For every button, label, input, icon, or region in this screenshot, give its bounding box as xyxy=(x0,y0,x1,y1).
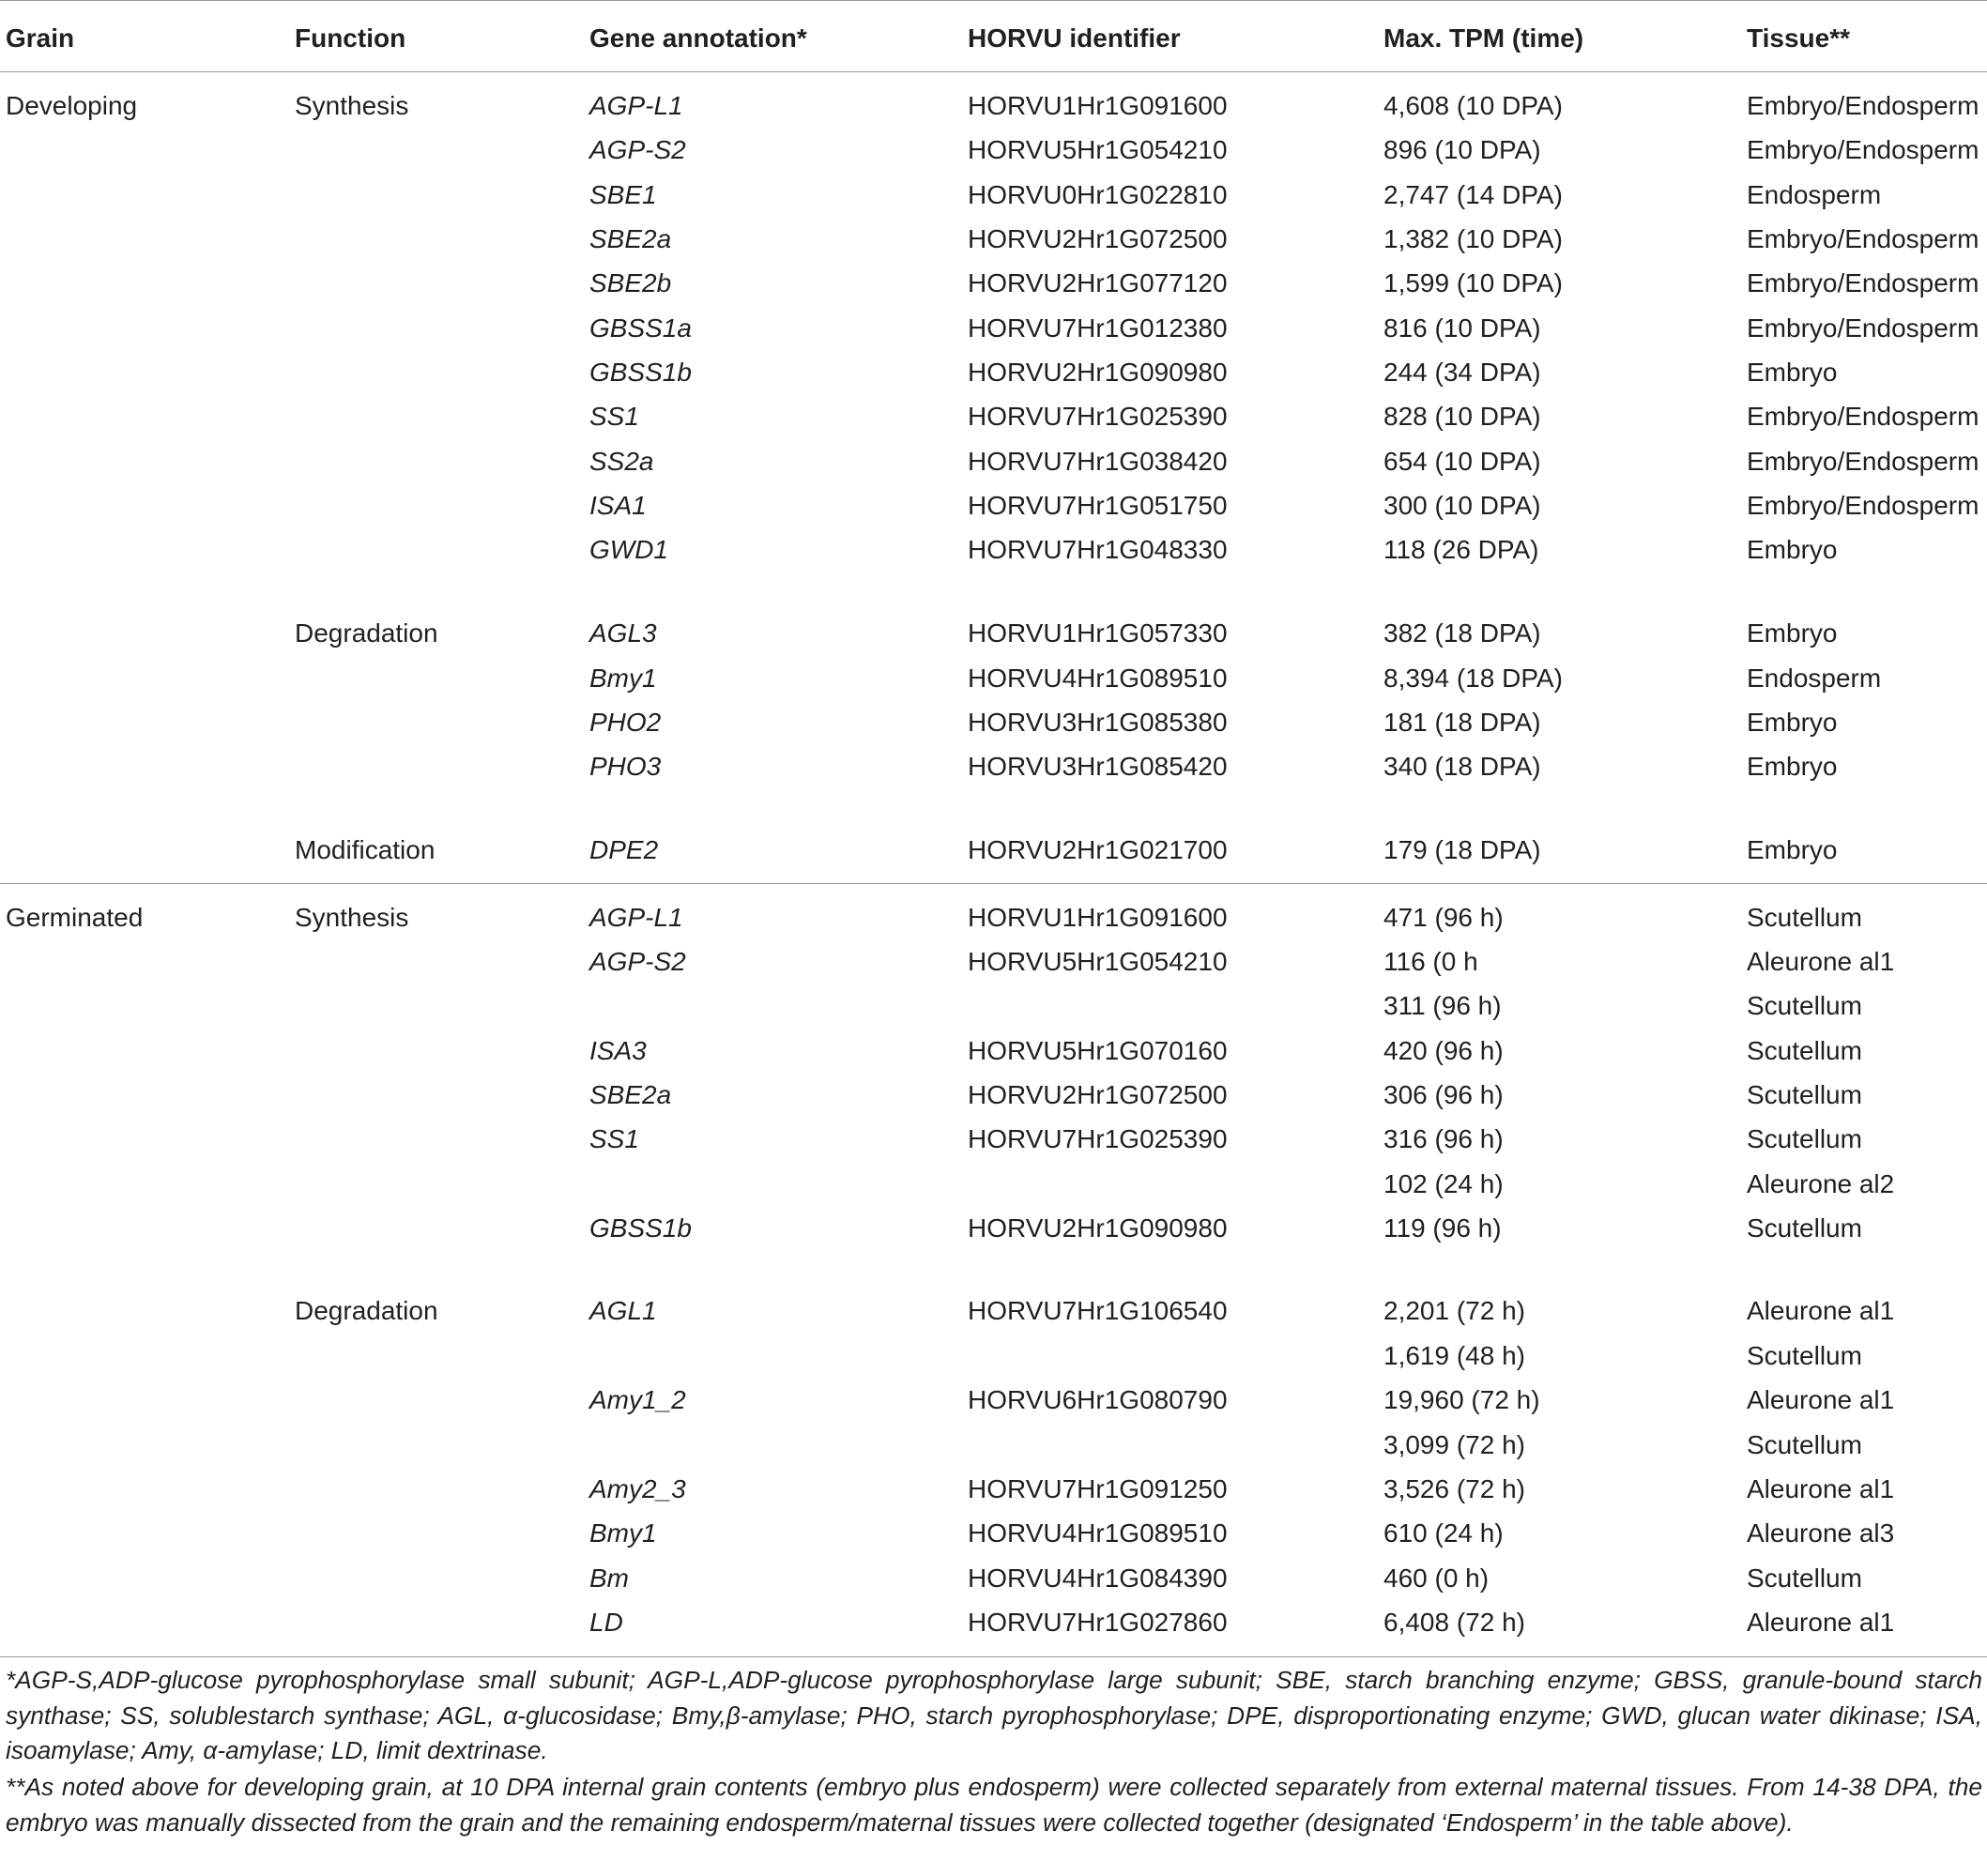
horvu-identifier-cell: HORVU4Hr1G089510 xyxy=(968,663,1228,693)
gene-annotation-cell: GBSS1a xyxy=(589,313,692,343)
table-row xyxy=(0,84,1987,128)
max-tpm-cell: 420 (96 h) xyxy=(1383,1036,1504,1065)
table-row xyxy=(0,1334,1987,1378)
max-tpm-cell: 316 (96 h) xyxy=(1383,1124,1504,1153)
header-max-tpm: Max. TPM (time) xyxy=(1383,23,1584,53)
horvu-identifier-cell: HORVU7Hr1G048330 xyxy=(968,535,1228,564)
tissue-cell: Embryo/Endosperm xyxy=(1747,224,1979,253)
tissue-cell: Aleurone al3 xyxy=(1747,1518,1895,1548)
tissue-cell: Scutellum xyxy=(1747,991,1862,1020)
max-tpm-cell: 179 (18 DPA) xyxy=(1383,835,1541,864)
gene-annotation-cell: GWD1 xyxy=(589,535,668,564)
horvu-identifier-cell: HORVU5Hr1G070160 xyxy=(968,1036,1228,1065)
max-tpm-cell: 4,608 (10 DPA) xyxy=(1383,91,1563,120)
function-cell: Synthesis xyxy=(295,91,409,120)
horvu-identifier-cell: HORVU4Hr1G089510 xyxy=(968,1518,1228,1548)
tissue-cell: Embryo xyxy=(1747,618,1838,648)
max-tpm-cell: 340 (18 DPA) xyxy=(1383,752,1541,781)
gene-annotation-cell: SBE1 xyxy=(589,180,657,209)
tissue-cell: Embryo xyxy=(1747,752,1838,781)
table-row xyxy=(0,1289,1987,1333)
max-tpm-cell: 2,201 (72 h) xyxy=(1383,1296,1525,1325)
table-row xyxy=(0,261,1987,305)
max-tpm-cell: 306 (96 h) xyxy=(1383,1080,1504,1109)
max-tpm-cell: 610 (24 h) xyxy=(1383,1518,1504,1548)
header-horvu-identifier: HORVU identifier xyxy=(968,23,1181,53)
max-tpm-cell: 6,408 (72 h) xyxy=(1383,1608,1525,1637)
max-tpm-cell: 116 (0 h xyxy=(1383,947,1478,976)
tissue-cell: Endosperm xyxy=(1747,180,1882,209)
horvu-identifier-cell: HORVU0Hr1G022810 xyxy=(968,180,1228,209)
gene-annotation-cell: ISA3 xyxy=(589,1036,647,1065)
gene-annotation-cell: Amy2_3 xyxy=(589,1474,686,1503)
function-cell: Degradation xyxy=(295,1296,438,1325)
table-row xyxy=(0,828,1987,872)
table-row xyxy=(0,1029,1987,1073)
section-divider-rule xyxy=(0,883,1987,884)
gene-annotation-cell: AGL1 xyxy=(589,1296,657,1325)
tissue-cell: Embryo/Endosperm xyxy=(1747,402,1979,431)
max-tpm-cell: 382 (18 DPA) xyxy=(1383,618,1541,648)
table-row xyxy=(0,1117,1987,1161)
tissue-cell: Embryo/Endosperm xyxy=(1747,268,1979,297)
tissue-cell: Scutellum xyxy=(1747,1213,1862,1243)
horvu-identifier-cell: HORVU7Hr1G051750 xyxy=(968,491,1228,520)
horvu-identifier-cell: HORVU5Hr1G054210 xyxy=(968,947,1228,976)
table-header-row xyxy=(0,16,1987,60)
tissue-cell: Aleurone al1 xyxy=(1747,1608,1895,1637)
tissue-cell: Endosperm xyxy=(1747,663,1882,693)
horvu-identifier-cell: HORVU7Hr1G025390 xyxy=(968,402,1228,431)
table-row xyxy=(0,173,1987,217)
horvu-identifier-cell: HORVU5Hr1G054210 xyxy=(968,135,1228,164)
horvu-identifier-cell: HORVU7Hr1G025390 xyxy=(968,1124,1228,1153)
table-row xyxy=(0,394,1987,438)
table-bottom-rule xyxy=(0,1656,1987,1657)
gene-annotation-cell: SBE2a xyxy=(589,224,672,253)
max-tpm-cell: 311 (96 h) xyxy=(1383,991,1502,1020)
grain-cell: Developing xyxy=(6,91,138,120)
tissue-cell: Embryo/Endosperm xyxy=(1747,313,1979,343)
max-tpm-cell: 3,526 (72 h) xyxy=(1383,1474,1525,1503)
header-rule xyxy=(0,71,1987,72)
max-tpm-cell: 471 (96 h) xyxy=(1383,903,1504,932)
max-tpm-cell: 19,960 (72 h) xyxy=(1383,1385,1540,1414)
tissue-cell: Embryo/Endosperm xyxy=(1747,447,1979,476)
gene-annotation-cell: SS1 xyxy=(589,1124,639,1153)
table-row xyxy=(0,939,1987,984)
max-tpm-cell: 3,099 (72 h) xyxy=(1383,1430,1525,1459)
tissue-cell: Scutellum xyxy=(1747,903,1862,932)
tissue-cell: Aleurone al1 xyxy=(1747,1385,1895,1414)
header-gene-annotation: Gene annotation* xyxy=(589,23,807,53)
horvu-identifier-cell: HORVU4Hr1G084390 xyxy=(968,1563,1228,1593)
gene-annotation-cell: ISA1 xyxy=(589,491,647,520)
tissue-cell: Scutellum xyxy=(1747,1080,1862,1109)
gene-annotation-cell: LD xyxy=(589,1608,623,1637)
tissue-cell: Aleurone al1 xyxy=(1747,947,1895,976)
footnote-tissue-note: **As noted above for developing grain, at 10 DPA internal grain contents (embryo plus endosperm) were collected separately from external maternal tissues. From 14-38 DPA, the embryo was manually dissected from the grain and the remaining endosperm/maternal tissues were collected together (designated ‘Endosperm’ in the table above). xyxy=(6,1773,1982,1837)
function-cell: Modification xyxy=(295,835,436,864)
max-tpm-cell: 2,747 (14 DPA) xyxy=(1383,180,1563,209)
tissue-cell: Embryo/Endosperm xyxy=(1747,491,1979,520)
gene-annotation-cell: AGP-L1 xyxy=(589,91,683,120)
horvu-identifier-cell: HORVU2Hr1G090980 xyxy=(968,358,1228,387)
table-row xyxy=(0,439,1987,483)
table-row xyxy=(0,700,1987,744)
table-top-rule xyxy=(0,0,1987,1)
footnote-abbreviations: *AGP-S,ADP-glucose pyrophosphorylase small subunit; AGP-L,ADP-glucose pyrophosphorylase large subunit; SBE, starch branching enzyme; GBSS, granule-bound starch synthase; SS, solublestarch synthase; AGL, α-glucosidase; Bmy,β-amylase; PHO, starch pyrophosphorylase; DPE, disproportionating enzyme; GWD, glucan water dikinase; ISA, isoamylase; Amy, α-amylase; LD, limit dextrinase. xyxy=(6,1666,1982,1764)
table-row xyxy=(0,306,1987,350)
max-tpm-cell: 1,599 (10 DPA) xyxy=(1383,268,1563,297)
max-tpm-cell: 102 (24 h) xyxy=(1383,1169,1504,1198)
horvu-identifier-cell: HORVU6Hr1G080790 xyxy=(968,1385,1228,1414)
tissue-cell: Scutellum xyxy=(1747,1124,1862,1153)
max-tpm-cell: 8,394 (18 DPA) xyxy=(1383,663,1563,693)
table-row xyxy=(0,1423,1987,1467)
table-row xyxy=(0,895,1987,939)
table-row xyxy=(0,1073,1987,1117)
function-cell: Degradation xyxy=(295,618,438,648)
max-tpm-cell: 816 (10 DPA) xyxy=(1383,313,1541,343)
max-tpm-cell: 460 (0 h) xyxy=(1383,1563,1490,1593)
max-tpm-cell: 181 (18 DPA) xyxy=(1383,708,1541,737)
gene-annotation-cell: Bmy1 xyxy=(589,663,657,693)
table-row xyxy=(0,1206,1987,1250)
gene-annotation-cell: SBE2b xyxy=(589,268,672,297)
table-row xyxy=(0,1378,1987,1422)
horvu-identifier-cell: HORVU7Hr1G091250 xyxy=(968,1474,1228,1503)
max-tpm-cell: 896 (10 DPA) xyxy=(1383,135,1541,164)
max-tpm-cell: 300 (10 DPA) xyxy=(1383,491,1541,520)
table-row xyxy=(0,1556,1987,1600)
gene-annotation-cell: Bm xyxy=(589,1563,629,1593)
tissue-cell: Scutellum xyxy=(1747,1036,1862,1065)
header-function: Function xyxy=(295,23,406,53)
max-tpm-cell: 119 (96 h) xyxy=(1383,1213,1502,1243)
header-grain: Grain xyxy=(6,23,75,53)
max-tpm-cell: 654 (10 DPA) xyxy=(1383,447,1541,476)
max-tpm-cell: 244 (34 DPA) xyxy=(1383,358,1541,387)
table-row xyxy=(0,1511,1987,1555)
tissue-cell: Scutellum xyxy=(1747,1563,1862,1593)
table-row xyxy=(0,656,1987,700)
tissue-cell: Embryo/Endosperm xyxy=(1747,91,1979,120)
table-row xyxy=(0,350,1987,394)
table-row xyxy=(0,217,1987,261)
tissue-cell: Scutellum xyxy=(1747,1341,1862,1370)
horvu-identifier-cell: HORVU2Hr1G072500 xyxy=(968,224,1228,253)
gene-annotation-cell: SBE2a xyxy=(589,1080,672,1109)
horvu-identifier-cell: HORVU7Hr1G012380 xyxy=(968,313,1228,343)
horvu-identifier-cell: HORVU2Hr1G077120 xyxy=(968,268,1228,297)
horvu-identifier-cell: HORVU1Hr1G091600 xyxy=(968,91,1228,120)
table-row xyxy=(0,1162,1987,1206)
gene-annotation-cell: Amy1_2 xyxy=(589,1385,686,1414)
gene-annotation-cell: GBSS1b xyxy=(589,358,692,387)
gene-annotation-cell: AGP-L1 xyxy=(589,903,683,932)
header-tissue: Tissue** xyxy=(1747,23,1850,53)
horvu-identifier-cell: HORVU7Hr1G027860 xyxy=(968,1608,1228,1637)
gene-annotation-cell: GBSS1b xyxy=(589,1213,692,1243)
tissue-cell: Embryo/Endosperm xyxy=(1747,135,1979,164)
tissue-cell: Scutellum xyxy=(1747,1430,1862,1459)
gene-annotation-cell: AGL3 xyxy=(589,618,657,648)
grain-cell: Germinated xyxy=(6,903,144,932)
gene-annotation-cell: SS2a xyxy=(589,447,654,476)
tissue-cell: Aleurone al1 xyxy=(1747,1296,1895,1325)
table-row xyxy=(0,611,1987,655)
gene-annotation-cell: AGP-S2 xyxy=(589,947,686,976)
table-row xyxy=(0,1467,1987,1511)
gene-annotation-cell: Bmy1 xyxy=(589,1518,657,1548)
gene-annotation-cell: DPE2 xyxy=(589,835,659,864)
horvu-identifier-cell: HORVU7Hr1G106540 xyxy=(968,1296,1228,1325)
table-row xyxy=(0,744,1987,788)
function-cell: Synthesis xyxy=(295,903,409,932)
tissue-cell: Aleurone al1 xyxy=(1747,1474,1895,1503)
horvu-identifier-cell: HORVU1Hr1G091600 xyxy=(968,903,1228,932)
max-tpm-cell: 1,382 (10 DPA) xyxy=(1383,224,1563,253)
horvu-identifier-cell: HORVU2Hr1G072500 xyxy=(968,1080,1228,1109)
max-tpm-cell: 118 (26 DPA) xyxy=(1383,535,1539,564)
tissue-cell: Embryo xyxy=(1747,535,1838,564)
tissue-cell: Embryo xyxy=(1747,708,1838,737)
horvu-identifier-cell: HORVU3Hr1G085420 xyxy=(968,752,1228,781)
gene-annotation-cell: PHO3 xyxy=(589,752,662,781)
table-row xyxy=(0,1600,1987,1644)
table-row xyxy=(0,483,1987,527)
tissue-cell: Embryo xyxy=(1747,358,1838,387)
tissue-cell: Embryo xyxy=(1747,835,1838,864)
max-tpm-cell: 828 (10 DPA) xyxy=(1383,402,1541,431)
horvu-identifier-cell: HORVU7Hr1G038420 xyxy=(968,447,1228,476)
horvu-identifier-cell: HORVU2Hr1G090980 xyxy=(968,1213,1228,1243)
gene-annotation-cell: SS1 xyxy=(589,402,639,431)
table-row xyxy=(0,984,1987,1028)
tissue-cell: Aleurone al2 xyxy=(1747,1169,1895,1198)
horvu-identifier-cell: HORVU2Hr1G021700 xyxy=(968,835,1228,864)
horvu-identifier-cell: HORVU1Hr1G057330 xyxy=(968,618,1228,648)
max-tpm-cell: 1,619 (48 h) xyxy=(1383,1341,1525,1370)
gene-annotation-cell: PHO2 xyxy=(589,708,662,737)
horvu-identifier-cell: HORVU3Hr1G085380 xyxy=(968,708,1228,737)
table-row xyxy=(0,527,1987,572)
table-row xyxy=(0,128,1987,172)
gene-annotation-cell: AGP-S2 xyxy=(589,135,686,164)
